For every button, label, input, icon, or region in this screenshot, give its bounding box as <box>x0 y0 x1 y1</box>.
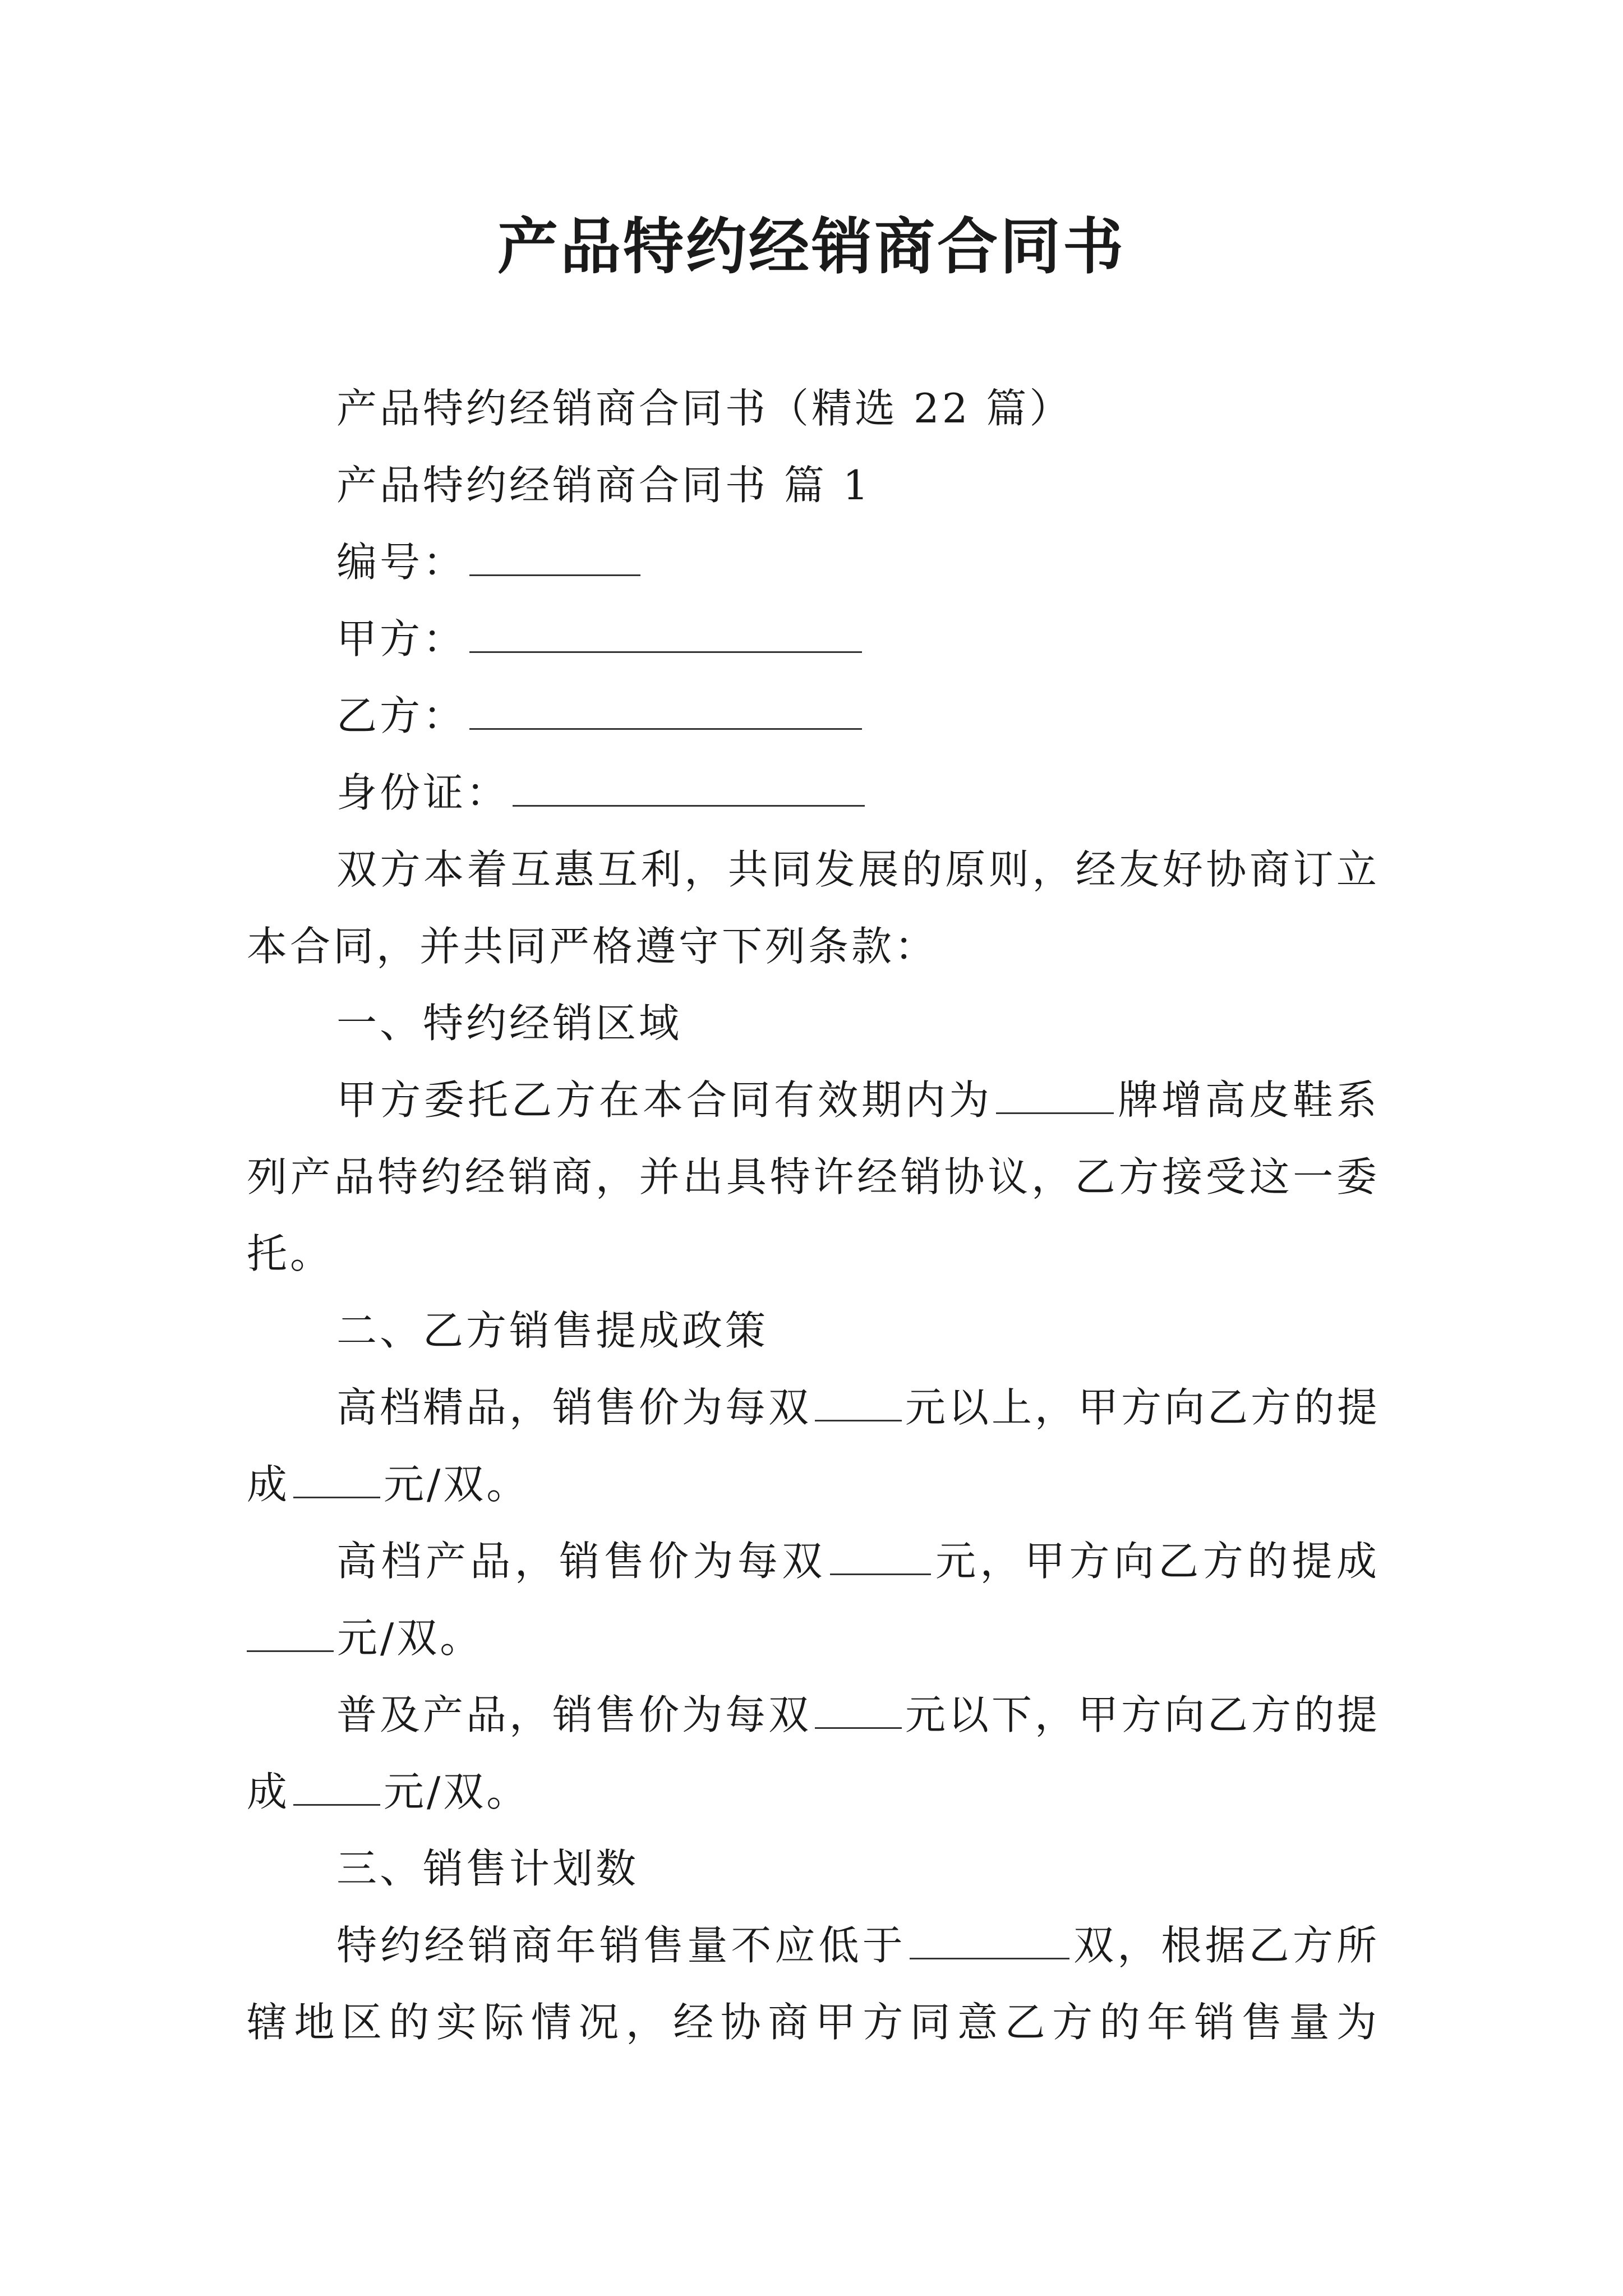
popular-line-2 <box>247 1754 1380 1830</box>
premium-price-blank <box>815 1385 902 1421</box>
field-party-a <box>247 601 1380 678</box>
field-number-label: 编号： <box>336 539 467 586</box>
high-end-text-b: 元，甲方向乙方的提成 <box>934 1538 1380 1585</box>
premium-text-c: 成 <box>247 1461 291 1508</box>
field-id-card <box>247 754 1380 831</box>
section-1-line-2: 列产品特约经销商，并出具特许经销协议，乙方接受这一委 <box>247 1153 1380 1200</box>
section-1-line-1 <box>247 1062 1380 1139</box>
high-end-price-blank <box>830 1539 931 1575</box>
premium-line-2 <box>247 1446 1380 1523</box>
field-party-a-label: 甲方： <box>336 615 467 662</box>
section-2-heading: 二、乙方销售提成政策 <box>336 1307 769 1354</box>
high-end-line-1 <box>247 1523 1380 1600</box>
popular-text-b: 元以下，甲方向乙方的提 <box>905 1691 1381 1738</box>
annual-sales-blank <box>910 1923 1069 1959</box>
field-party-b-label: 乙方： <box>336 692 467 739</box>
section-1-line-3: 托。 <box>247 1230 334 1277</box>
field-number <box>247 524 1380 601</box>
intro-line-1: 双方本着互惠互利，共同发展的原则，经友好协商订立 <box>336 846 1380 893</box>
premium-commission-blank <box>293 1462 380 1498</box>
popular-text-a: 普及产品，销售价为每双 <box>336 1691 812 1738</box>
popular-text-d: 元/双。 <box>384 1768 530 1815</box>
intro-line-2: 本合同，并共同严格遵守下列条款： <box>247 923 938 970</box>
premium-line-1 <box>247 1369 1380 1446</box>
premium-text-a: 高档精品，销售价为每双 <box>336 1384 812 1431</box>
section-heading: 产品特约经销商合同书 篇 1 <box>336 462 872 509</box>
brand-blank <box>996 1078 1114 1114</box>
subtitle: 产品特约经销商合同书（精选 22 篇） <box>336 385 1073 432</box>
document-title: 产品特约经销商合同书 <box>497 211 1126 282</box>
section-3-text-b: 双，根据乙方所 <box>1072 1922 1380 1969</box>
section-1-text-b: 牌增高皮鞋系 <box>1117 1076 1380 1124</box>
section-1-heading: 一、特约经销区域 <box>336 1000 683 1047</box>
section-3-line-1 <box>247 1907 1380 1984</box>
high-end-text-a: 高档产品，销售价为每双 <box>336 1538 827 1585</box>
field-id-card-label: 身份证： <box>336 769 510 816</box>
field-party-b <box>247 678 1380 754</box>
popular-price-blank <box>815 1692 902 1729</box>
premium-text-d: 元/双。 <box>384 1461 530 1508</box>
section-3-heading: 三、销售计划数 <box>336 1845 639 1892</box>
field-number-blank <box>469 540 640 576</box>
popular-text-c: 成 <box>247 1768 291 1815</box>
section-3-line-2: 辖地区的实际情况，经协商甲方同意乙方的年销售量为 <box>247 1999 1380 2046</box>
section-1-text-a: 甲方委托乙方在本合同有效期内为 <box>336 1076 993 1124</box>
field-id-card-blank <box>513 770 865 807</box>
field-party-a-blank <box>469 616 862 653</box>
high-end-commission-blank <box>247 1616 334 1652</box>
document-body <box>247 370 1380 2061</box>
section-3-text-a: 特约经销商年销售量不应低于 <box>336 1922 906 1969</box>
field-party-b-blank <box>469 693 862 730</box>
high-end-text-c: 元/双。 <box>337 1614 483 1662</box>
high-end-line-2 <box>247 1600 1380 1677</box>
popular-line-1 <box>247 1677 1380 1754</box>
popular-commission-blank <box>293 1769 380 1806</box>
premium-text-b: 元以上，甲方向乙方的提 <box>905 1384 1381 1431</box>
